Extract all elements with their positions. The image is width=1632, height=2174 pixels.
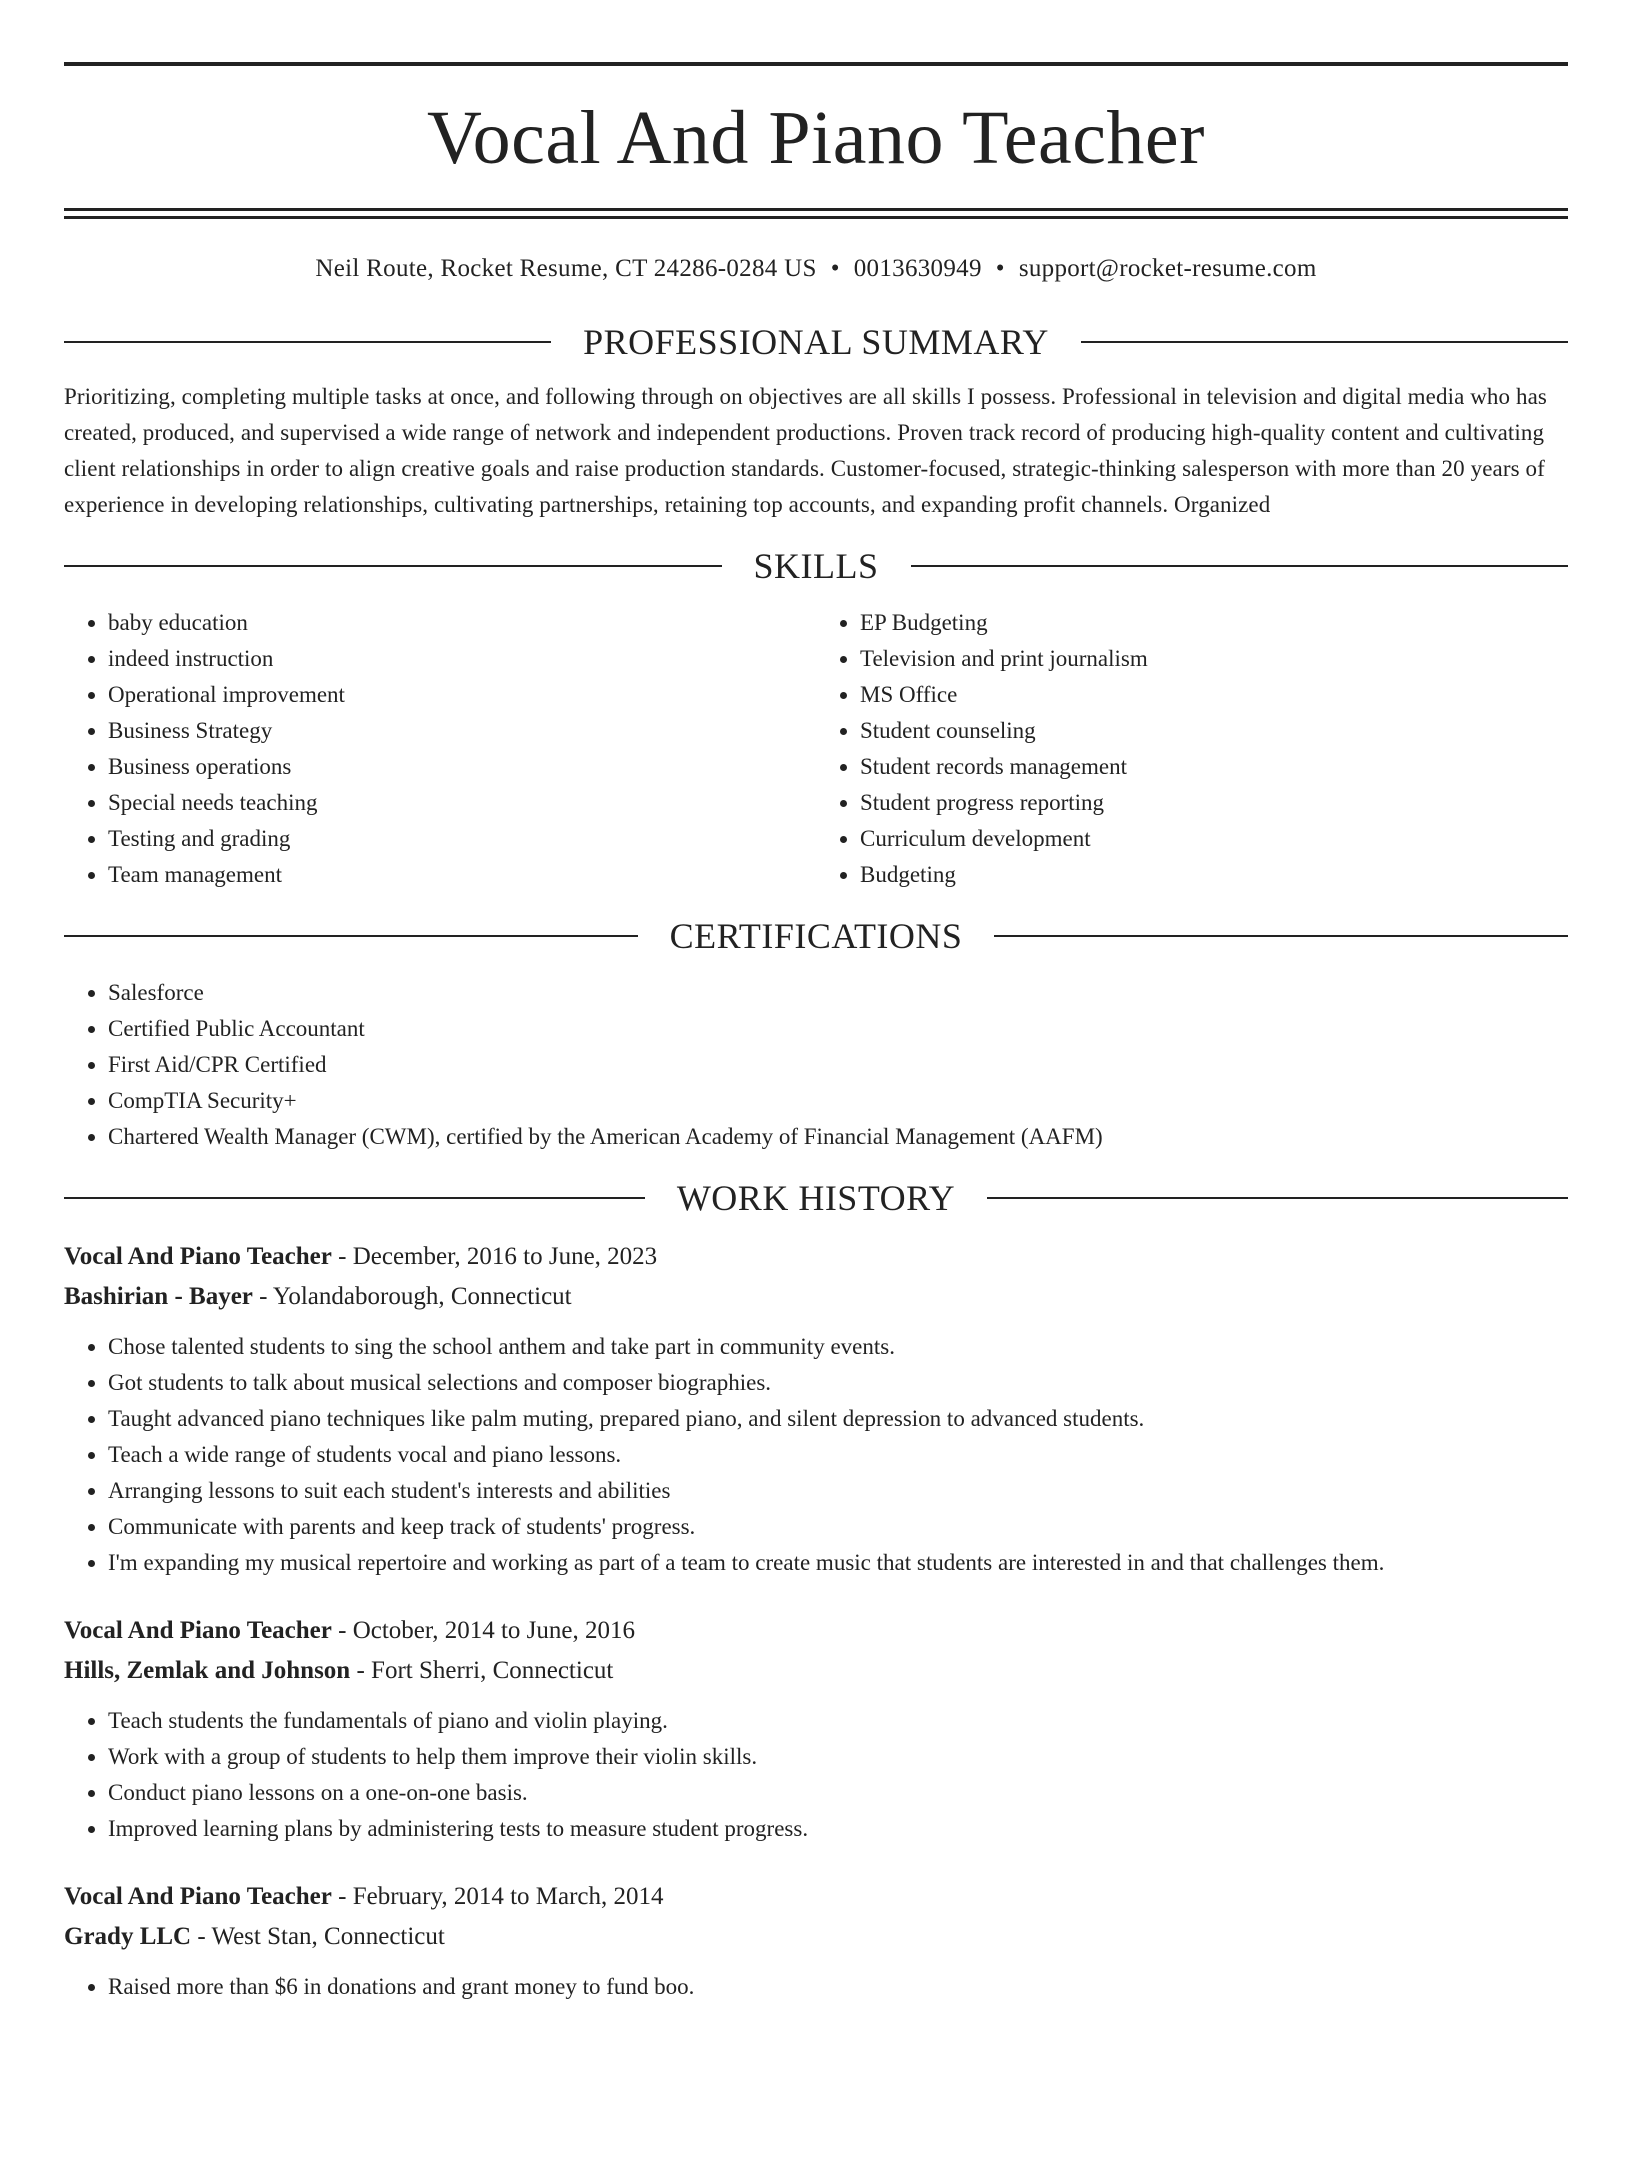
top-rule	[64, 62, 1568, 66]
job-role: Vocal And Piano Teacher	[64, 1243, 332, 1270]
job-bullet: • Conduct piano lessons on a one-on-one basis.	[108, 1775, 1568, 1811]
job-company: Hills, Zemlak and Johnson	[64, 1657, 351, 1684]
skill-item: • Budgeting	[860, 857, 1568, 893]
skill-item: • Testing and grading	[108, 821, 816, 857]
skill-item: • MS Office	[860, 677, 1568, 713]
summary-title: PROFESSIONAL SUMMARY	[583, 322, 1049, 362]
section-heading-certifications	[64, 913, 1568, 959]
heading-rule	[994, 935, 1568, 937]
job-bullet: • Taught advanced piano techniques like palm muting, prepared piano, and silent depression to advanced students.	[108, 1401, 1568, 1437]
heading-rule	[64, 935, 638, 937]
skill-item: • indeed instruction	[108, 641, 816, 677]
job-bullet: • Improved learning plans by administering tests to measure student progress.	[108, 1811, 1568, 1847]
job-entry	[64, 1877, 1568, 2005]
job-bullet: • Communicate with parents and keep track of students' progress.	[108, 1509, 1568, 1545]
job-company-line: Hills, Zemlak and Johnson - Fort Sherri, Connecticut	[64, 1657, 614, 1684]
skill-item: • Student counseling	[860, 713, 1568, 749]
job-bullets	[64, 1329, 1568, 1581]
job-company: Grady LLC	[64, 1923, 192, 1950]
job-role: Vocal And Piano Teacher	[64, 1883, 332, 1910]
heading-rule	[64, 341, 551, 343]
section-heading-skills	[64, 543, 1568, 589]
job-dates: October, 2014 to June, 2016	[352, 1617, 635, 1644]
job-bullets	[64, 1703, 1568, 1847]
skills-title: SKILLS	[753, 546, 879, 586]
job-role: Vocal And Piano Teacher	[64, 1617, 332, 1644]
job-bullet: • Work with a group of students to help them improve their violin skills.	[108, 1739, 1568, 1775]
certification-item: • Certified Public Accountant	[108, 1011, 1568, 1047]
certification-item: • Salesforce	[108, 975, 1568, 1011]
heading-rule	[64, 565, 722, 567]
contact-phone: 0013630949	[853, 255, 982, 282]
heading-rule	[987, 1197, 1568, 1199]
certification-item: • First Aid/CPR Certified	[108, 1047, 1568, 1083]
heading-rule	[64, 1197, 645, 1199]
contact-separator: •	[995, 255, 1005, 282]
resume-name: Vocal And Piano Teacher	[427, 96, 1205, 180]
double-rule	[64, 208, 1568, 219]
job-dates: December, 2016 to June, 2023	[352, 1243, 658, 1270]
certification-item: • Chartered Wealth Manager (CWM), certified by the American Academy of Financial Management (AAFM)	[108, 1119, 1568, 1155]
job-bullet: • Teach a wide range of students vocal and piano lessons.	[108, 1437, 1568, 1473]
job-bullet: • Chose talented students to sing the school anthem and take part in community events.	[108, 1329, 1568, 1365]
certifications-list	[64, 975, 1568, 1155]
job-location: Yolandaborough, Connecticut	[272, 1283, 572, 1310]
job-location: West Stan, Connecticut	[211, 1923, 445, 1950]
job-bullets	[64, 1969, 1568, 2005]
job-bullet: • Raised more than $6 in donations and grant money to fund boo.	[108, 1969, 1568, 2005]
contact-line	[64, 255, 1568, 283]
job-company-line: Grady LLC - West Stan, Connecticut	[64, 1923, 445, 1950]
certification-item: • CompTIA Security+	[108, 1083, 1568, 1119]
job-dates: February, 2014 to March, 2014	[352, 1883, 664, 1910]
skills-column-left	[64, 605, 816, 893]
job-company: Bashirian - Bayer	[64, 1283, 253, 1310]
skill-item: • Operational improvement	[108, 677, 816, 713]
job-bullet: • I'm expanding my musical repertoire and working as part of a team to create music that students are interested in and that challenges them.	[108, 1545, 1568, 1581]
skill-item: • Team management	[108, 857, 816, 893]
skill-item: • Business Strategy	[108, 713, 816, 749]
contact-email: support@rocket-resume.com	[1018, 255, 1317, 282]
job-entry	[64, 1237, 1568, 1581]
section-heading-summary	[64, 319, 1568, 365]
job-entry	[64, 1611, 1568, 1847]
summary-text: Prioritizing, completing multiple tasks at once, and following through on objectives are all skills I possess. Professional in television and digital media who has created, produced, and supervised a wide range of network and independent productions. Proven track record of producing high-quality content and cultivating client relationships in order to align creative goals and raise production standards. Customer-focused, strategic-thinking salesperson with more than 20 years of experience in developing relationships, cultivating partnerships, retaining top accounts, and expanding profit channels. Organized	[64, 384, 1547, 517]
skill-item: • Student progress reporting	[860, 785, 1568, 821]
certifications-title: CERTIFICATIONS	[669, 916, 963, 956]
job-role-line: Vocal And Piano Teacher - February, 2014 to March, 2014	[64, 1883, 664, 1910]
job-role-line: Vocal And Piano Teacher - December, 2016 to June, 2023	[64, 1243, 658, 1270]
skill-item: • Curriculum development	[860, 821, 1568, 857]
skill-item: • Student records management	[860, 749, 1568, 785]
skills-list	[64, 605, 1568, 893]
job-bullet: • Got students to talk about musical selections and composer biographies.	[108, 1365, 1568, 1401]
skill-item: • Business operations	[108, 749, 816, 785]
contact-separator: •	[830, 255, 840, 282]
job-location: Fort Sherri, Connecticut	[371, 1657, 614, 1684]
heading-rule	[911, 565, 1569, 567]
work-history-title: WORK HISTORY	[676, 1178, 956, 1218]
heading-rule	[1081, 341, 1568, 343]
skill-item: • EP Budgeting	[860, 605, 1568, 641]
contact-address: Neil Route, Rocket Resume, CT 24286-0284 US	[315, 255, 817, 282]
skills-column-right	[816, 605, 1568, 893]
job-role-line: Vocal And Piano Teacher - October, 2014 to June, 2016	[64, 1617, 635, 1644]
job-bullet: • Teach students the fundamentals of piano and violin playing.	[108, 1703, 1568, 1739]
section-heading-work-history	[64, 1175, 1568, 1221]
resume-page	[0, 62, 1632, 2174]
skill-item: • baby education	[108, 605, 816, 641]
job-bullet: • Arranging lessons to suit each student's interests and abilities	[108, 1473, 1568, 1509]
skill-item: • Special needs teaching	[108, 785, 816, 821]
skill-item: • Television and print journalism	[860, 641, 1568, 677]
job-company-line: Bashirian - Bayer - Yolandaborough, Connecticut	[64, 1283, 572, 1310]
